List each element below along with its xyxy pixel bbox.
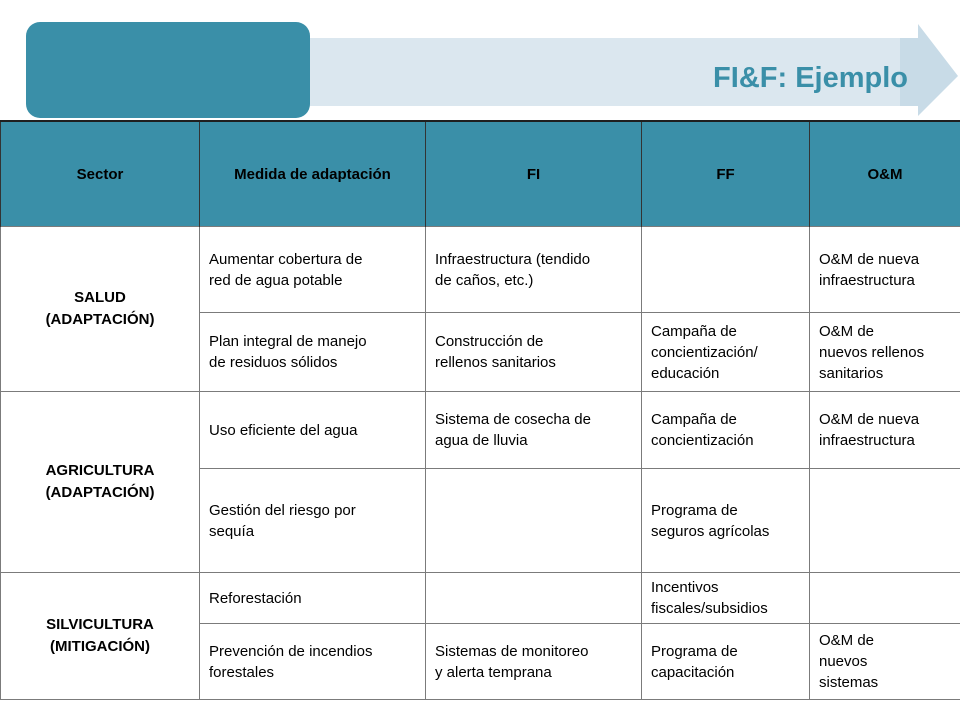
fi-cell [426, 227, 642, 313]
banner-teal-tab [26, 22, 310, 118]
cell-line: Gestión del riesgo por [209, 501, 356, 519]
cell-line: Incentivos [651, 579, 719, 596]
medida-cell [200, 313, 426, 392]
cell-line: Infraestructura (tendido [435, 250, 591, 268]
cell-line: de caños, etc.) [435, 271, 534, 289]
cell-line: de residuos sólidos [209, 354, 338, 371]
cell-line: fiscales/subsidios [651, 600, 768, 617]
cell-line: agua de lluvia [435, 432, 528, 449]
slide-title: FI&F: Ejemplo [713, 62, 908, 94]
cell-line: O&M de nueva [819, 411, 920, 428]
ff-cell [642, 573, 810, 624]
om-cell [810, 392, 960, 469]
banner-shapes [0, 0, 960, 120]
sector-cell-salud [1, 227, 200, 392]
cell-line: educación [651, 364, 720, 382]
cell-line: Sistema de cosecha de [435, 411, 591, 428]
om-cell [810, 227, 960, 313]
cell-line: Programa de [651, 501, 738, 519]
cell-line: infraestructura [819, 432, 915, 449]
cell-line: Sistemas de monitoreo [435, 642, 589, 660]
sector-name: SILVICULTURA [46, 616, 154, 633]
cell-line: rellenos sanitarios [435, 354, 556, 371]
medida-cell [200, 469, 426, 573]
cell-line: nuevos [819, 653, 868, 670]
ff-cell [642, 469, 810, 573]
cell-line: Reforestación [209, 589, 302, 607]
cell-line: O&M de [819, 322, 875, 340]
om-cell [810, 313, 960, 392]
cell-line: Construcción de [435, 333, 544, 350]
ff-cell [642, 624, 810, 700]
header-sector: Sector [1, 121, 200, 227]
sector-name: SALUD [74, 289, 126, 306]
table-row [1, 573, 960, 624]
sector-type: (MITIGACIÓN) [50, 638, 150, 655]
om-cell [810, 573, 960, 624]
ff-cell [642, 227, 810, 313]
table-row [1, 392, 960, 469]
sector-cell-agricultura [1, 392, 200, 573]
cell-line: Aumentar cobertura de [209, 250, 363, 268]
fi-cell [426, 624, 642, 700]
cell-line: concientización/ [651, 343, 758, 361]
medida-cell [200, 227, 426, 313]
fif-example-table [0, 120, 960, 700]
medida-cell [200, 624, 426, 700]
header-medida: Medida de adaptación [200, 121, 426, 227]
cell-line: red de agua potable [209, 271, 343, 289]
sector-name: AGRICULTURA [45, 462, 155, 479]
fi-cell [426, 573, 642, 624]
header-ff: FF [642, 121, 810, 227]
cell-line: O&M de nueva [819, 250, 920, 268]
cell-line: sequía [209, 522, 255, 540]
fi-cell [426, 469, 642, 573]
cell-line: O&M de [819, 632, 875, 649]
fi-cell [426, 313, 642, 392]
cell-line: concientización [651, 432, 754, 449]
cell-line: seguros agrícolas [651, 522, 770, 540]
cell-line: sistemas [819, 674, 879, 691]
sector-cell-silvicultura [1, 573, 200, 700]
cell-line: forestales [209, 663, 275, 681]
cell-line: Campaña de [651, 411, 737, 428]
cell-line: Uso eficiente del agua [209, 421, 358, 439]
table-row [1, 227, 960, 313]
fi-cell [426, 392, 642, 469]
cell-line: Programa de [651, 642, 738, 660]
slide-banner [0, 0, 960, 120]
cell-line: y alerta temprana [435, 663, 552, 681]
table-header-row [1, 121, 960, 227]
cell-line: infraestructura [819, 271, 915, 289]
cell-line: Campaña de [651, 322, 737, 340]
header-fi: FI [426, 121, 642, 227]
cell-line: Prevención de incendios [209, 642, 373, 660]
om-cell [810, 624, 960, 700]
ff-cell [642, 392, 810, 469]
cell-line: Plan integral de manejo [209, 333, 367, 350]
header-om: O&M [810, 121, 960, 227]
om-cell [810, 469, 960, 573]
cell-line: nuevos rellenos [819, 343, 925, 361]
ff-cell [642, 313, 810, 392]
cell-line: capacitación [651, 663, 735, 681]
cell-line: sanitarios [819, 364, 884, 382]
medida-cell [200, 573, 426, 624]
sector-type: (ADAPTACIÓN) [45, 311, 155, 328]
sector-type: (ADAPTACIÓN) [45, 484, 155, 501]
medida-cell [200, 392, 426, 469]
